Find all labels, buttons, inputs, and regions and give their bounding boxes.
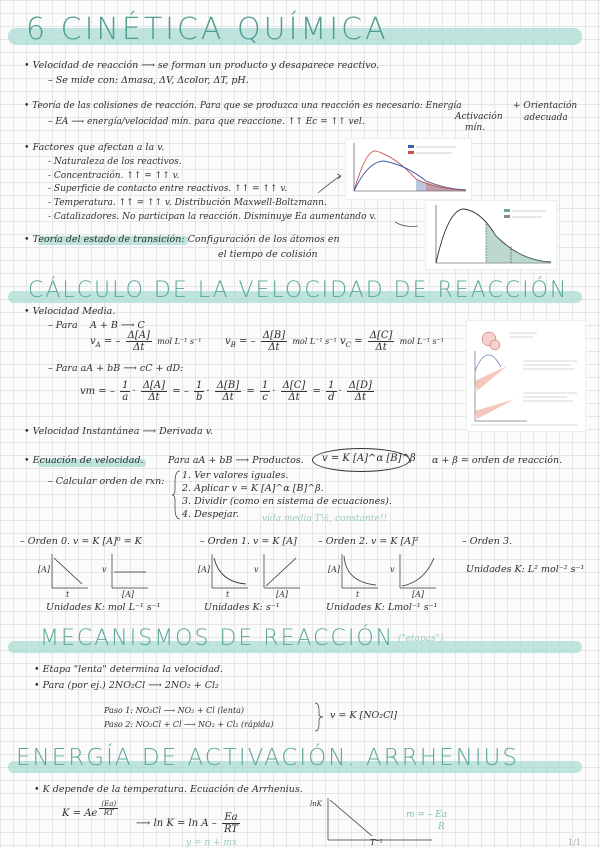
ecuacion-step-3: 3. Dividir (como en sistema de ecuaciones). — [182, 496, 392, 507]
ecuacion-step-2: 2. Aplicar v = K [A]^α [B]^β. — [182, 483, 324, 494]
order2-ylabel: [A] — [328, 565, 341, 574]
ecuacion-step-4: 4. Despejar. — [182, 509, 240, 520]
vel-instantanea: • Velocidad Instantánea ⟶ Derivada v. — [24, 426, 213, 437]
steps-brace — [172, 470, 182, 520]
mecanismos-paso-1: Paso 1: NO₂Cl ⟶ NO₂ + Cl (lenta) — [104, 706, 245, 715]
arrhenius-graph-xlabel: T⁻¹ — [370, 838, 383, 847]
ecuacion-step-1: 1. Ver valores iguales. — [182, 470, 289, 481]
vel-media-para-1: – Para — [48, 320, 78, 331]
intro-line-2: – Se mide con: Δmasa, ΔV, Δcolor, ΔT, pH. — [48, 75, 249, 86]
order0-units: Unidades K: mol L⁻¹ s⁻¹ — [46, 602, 161, 613]
factor-item-3: - Superficie de contacto entre reactivos. ↑↑ = ↑↑ v. — [48, 184, 288, 194]
section3-title: MECANISMOS DE REACCIÓN — [40, 626, 395, 651]
mecanismos-brace — [314, 702, 324, 732]
order3-units: Unidades K: L² mol⁻² s⁻¹ — [466, 564, 585, 575]
order1-xlabel-2: [A] — [276, 590, 289, 599]
ecuacion-label: • Ecuación de velocidad. — [24, 455, 144, 466]
arrhenius-graph-ylabel: lnK — [310, 800, 322, 808]
factor-item-4: - Temperatura. ↑↑ = ↑↑ v. Distribución Maxwell-Boltzmann. — [48, 198, 327, 208]
transition-line-2: el tiempo de colisión — [218, 249, 318, 260]
equation-vb: $v_B$ = – $\frac{\Delta[B]}{\Delta t}$ mol L⁻¹ s⁻¹ — [225, 330, 337, 353]
order0-ylabel: [A] — [38, 565, 51, 574]
order3-title: – Orden 3. — [462, 536, 513, 547]
mb-chart-temperature — [345, 138, 472, 200]
order1-graph-conc — [210, 552, 250, 592]
ecuacion-calcular: – Calcular orden de rxn: — [48, 476, 165, 487]
order0-title: – Orden 0. v = K [A]⁰ = K — [20, 536, 142, 547]
vel-media-title: • Velocidad Media. — [24, 306, 116, 317]
half-life-note: vida media T½, constante!! — [262, 514, 387, 524]
mecanismos-paso-2: Paso 2: NO₂Cl + Cl ⟶ NO₂ + Cl₂ (rápida) — [104, 720, 274, 729]
equation-vc: $v_C$ = $\frac{\Delta[C]}{\Delta t}$ mol L⁻¹ s⁻¹ — [340, 330, 444, 353]
order0-xlabel-2: [A] — [122, 590, 135, 599]
order2-units: Unidades K: Lmol⁻¹ s⁻¹ — [326, 602, 438, 613]
order0-xlabel: t — [66, 590, 70, 599]
vel-media-reaction-1: A + B ⟶ C — [90, 320, 145, 331]
order1-xlabel: t — [226, 590, 230, 599]
collision-line-1: • Teoría de las colisiones de reacción. Para que se produzca una reacción es necesario: Energía — [24, 101, 462, 111]
factor-item-2: - Concentración. ↑↑ = ↑↑ v. — [48, 171, 180, 181]
arrhenius-equation: K = Ae $^{\frac{(Ea)}{RT}}$ — [62, 800, 117, 819]
collision-energy-3: mín. — [465, 123, 486, 133]
arrhenius-line-1: • K depende de la temperatura. Ecuación de Arrhenius. — [34, 784, 303, 795]
order2-ylabel-2: v — [390, 565, 395, 574]
order2-title: – Orden 2. v = K [A]² — [318, 536, 419, 547]
arrhenius-linear-form: y = n + mx — [186, 838, 238, 848]
intro-line-1: • Velocidad de reacción ⟶ se forman un producto y desaparece reactivo. — [24, 60, 380, 71]
collision-orientation: + Orientación — [513, 101, 578, 111]
arrhenius-slope-den: R — [438, 822, 445, 832]
order0-graph-conc — [50, 552, 90, 592]
transition-state-figure — [466, 320, 586, 432]
collision-orientation-2: adecuada — [524, 113, 568, 123]
factors-title: • Factores que afectan a la v. — [24, 142, 165, 153]
section4-title: ENERGÍA DE ACTIVACIÓN. ARRHENIUS — [16, 745, 519, 771]
order1-ylabel-2: v — [254, 565, 259, 574]
collision-line-2: – EA ⟶ energía/velocidad mín. para que reaccione. ↑↑ Ec = ↑↑ vel. — [48, 117, 365, 127]
page-number: 1/1 — [568, 838, 581, 847]
ecuacion-orden: α + β = orden de reacción. — [432, 455, 563, 466]
collision-energy-2: Activación — [455, 112, 503, 122]
order1-graph-rate — [262, 552, 302, 592]
mecanismos-line-2: • Para (por ej.) 2NO₂Cl ⟶ 2NO₂ + Cl₂ — [34, 680, 219, 691]
order0-ylabel-2: v — [102, 565, 107, 574]
equation-vm: vm = – $\frac{1}{a}$ · $\frac{\Delta[A]}{\Delta t}$ = – $\frac{1}{b}$ · $\frac{\Delta[B]}{\Delta t}$ = $\frac{1}{c}$ · $\frac{\Delta[C]}{\Delta t}$ = $\frac{1}{d}$ · $\frac{\Delta[D]}{\Delta t}$ — [80, 380, 372, 403]
mecanismos-line-1: • Etapa "lenta" determina la velocidad. — [34, 664, 224, 675]
section3-note: ("etapas") — [398, 634, 444, 644]
equation-va: $v_A$ = – $\frac{\Delta[A]}{\Delta t}$ mol L⁻¹ s⁻¹ — [90, 330, 202, 353]
order2-xlabel: t — [356, 590, 360, 599]
section2-title: CÁLCULO DE LA VELOCIDAD DE REACCIÓN — [28, 278, 569, 303]
factor-item-1: - Naturaleza de los reactivos. — [48, 157, 182, 167]
ecuacion-para: Para aA + bB ⟶ Productos. — [168, 455, 304, 466]
order1-units: Unidades K: s⁻¹ — [204, 602, 280, 613]
mb-chart-catalyst — [425, 200, 557, 270]
factor-item-5: - Catalizadores. No participan la reacción. Disminuye Ea aumentando v. — [48, 212, 377, 222]
ecuacion-formula: v = K [A]^α [B]^β — [322, 453, 416, 464]
order1-title: – Orden 1. v = K [A] — [200, 536, 297, 547]
order0-graph-rate — [110, 552, 150, 592]
vel-media-para-2: – Para aA + bB ⟶ cC + dD: — [48, 363, 184, 374]
order2-xlabel-2: [A] — [412, 590, 425, 599]
page-title: 6 CINÉTICA QUÍMICA — [26, 12, 389, 47]
order1-ylabel: [A] — [198, 565, 211, 574]
arrhenius-log-equation: ⟶ ln K = ln A – $\frac{Ea}{RT}$ — [136, 812, 238, 835]
order2-graph-conc — [340, 552, 380, 592]
order2-graph-rate — [398, 552, 438, 592]
mecanismos-result: v = K [NO₂Cl] — [330, 710, 398, 721]
arrhenius-slope: m = – Ea — [406, 810, 448, 820]
transition-line-1: • Teoría del estado de transición: Configuración de los átomos en — [24, 234, 340, 245]
